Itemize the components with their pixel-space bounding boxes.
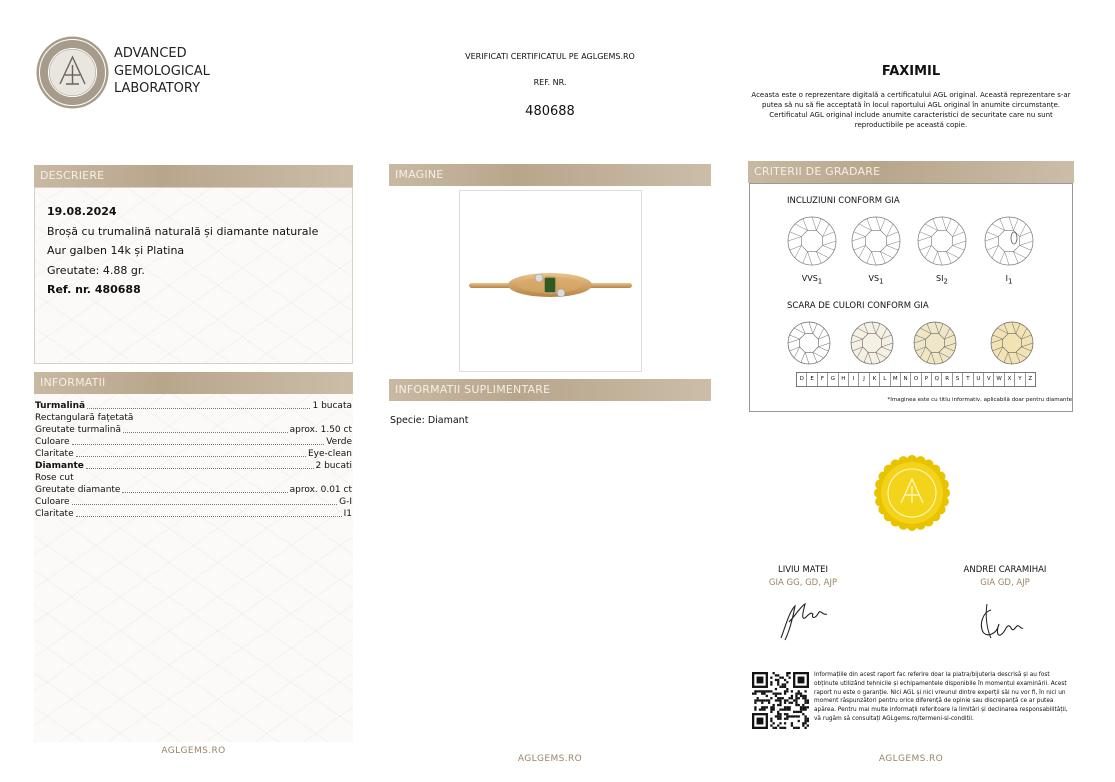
footer-center[interactable]: AGLGEMS.RO <box>517 754 583 764</box>
signature-1-titles: GIA GG, GD, AJP <box>768 578 838 588</box>
color-scale-cell: Z <box>1025 373 1035 386</box>
info-row <box>35 496 352 508</box>
inclusion-grade: I <box>1005 274 1008 283</box>
suplimentare-text: Specie: Diamant <box>390 415 469 426</box>
signature-2-name: ANDREI CARAMIHAI <box>963 565 1047 575</box>
criterii-heading: CRITERII DE GRADARE <box>748 161 1074 183</box>
info-key: Rose cut <box>35 473 74 483</box>
leader-dots <box>86 468 314 469</box>
info-value: 1 bucata <box>312 401 352 411</box>
color-scale-cell: L <box>879 373 889 386</box>
inclusion-diagrams <box>750 210 1072 280</box>
verify-text: VERIFICATI CERTIFICATUL PE AGLGEMS.RO <box>465 52 635 61</box>
info-row <box>35 424 352 436</box>
color-scale-cell: N <box>900 373 910 386</box>
faximil-title: FAXIMIL <box>881 64 941 79</box>
info-key: Rectangulară fațetată <box>35 413 134 423</box>
signature-1-image <box>775 598 833 644</box>
footer-left[interactable]: AGLGEMS.RO <box>161 746 226 756</box>
leader-dots <box>87 408 310 409</box>
descriere-line3: Greutate: 4.88 gr. <box>47 263 145 277</box>
info-key: Culoare <box>35 437 70 447</box>
agl-logo <box>35 35 110 110</box>
image-frame <box>459 190 642 372</box>
info-row <box>35 508 352 520</box>
criterii-box <box>749 183 1073 412</box>
descriere-ref: Ref. nr. 480688 <box>47 283 141 296</box>
color-scale-cell: G <box>827 373 837 386</box>
inclusion-sub: 2 <box>943 277 948 286</box>
color-scale-cell: I <box>848 373 858 386</box>
color-scale-cell: R <box>941 373 951 386</box>
info-key: Greutate diamante <box>35 485 121 495</box>
color-scale-cell: O <box>910 373 920 386</box>
informatii-box <box>34 394 353 742</box>
descriere-heading: DESCRIERE <box>34 165 353 187</box>
info-key: Greutate turmalină <box>35 425 121 435</box>
inclusion-grade: SI <box>936 274 944 283</box>
color-scale-cell: Y <box>1014 373 1024 386</box>
info-row <box>35 484 352 496</box>
color-scale-cell: P <box>921 373 931 386</box>
color-diagrams <box>750 318 1072 368</box>
signature-2-titles: GIA GD, AJP <box>980 578 1030 588</box>
logo-text: ADVANCED GEMOLOGICAL LABORATORY <box>114 46 210 96</box>
inclusion-grade: VVS <box>801 274 818 283</box>
criterii-note: *Imaginea este cu titlu informativ, aplicabilă doar pentru diamante <box>887 397 1072 403</box>
gold-seal-icon <box>874 455 950 531</box>
info-row <box>35 472 352 484</box>
info-key: Claritate <box>35 449 74 459</box>
color-scale-cell: M <box>890 373 900 386</box>
leader-dots <box>72 444 325 445</box>
faximil-text: Aceasta este o reprezentare digitală a certificatului AGL original. Această reprezentare s-ar putea să nu să fie acceptată în locul raportului AGL original în anumite circumstanțe. Certificatul AGL original include anumite caracteristici de securitate care nu sunt reproductibile pe această copie. <box>751 91 1071 129</box>
inclusion-sub: 1 <box>817 277 823 286</box>
info-value: aprox. 0.01 ct <box>289 485 352 495</box>
info-key: Diamante <box>35 461 84 471</box>
color-scale-cell: X <box>1004 373 1014 386</box>
color-scale-cell: H <box>838 373 848 386</box>
inclusion-label <box>792 274 832 286</box>
descriere-line2: Aur galben 14k și Platina <box>47 244 185 257</box>
info-row <box>35 412 352 424</box>
color-scale <box>796 372 1036 387</box>
info-row <box>35 436 352 448</box>
brooch-image <box>460 191 641 371</box>
inclusion-label <box>922 274 962 286</box>
info-value: I1 <box>343 509 352 519</box>
leader-dots <box>122 492 287 493</box>
color-scale-cell: Q <box>931 373 941 386</box>
suplimentare-heading: INFORMATII SUPLIMENTARE <box>389 379 711 401</box>
inclusion-sub: 1 <box>1007 277 1013 286</box>
info-row <box>35 460 352 472</box>
ref-label: REF. NR. <box>533 78 567 87</box>
ref-number: 480688 <box>525 104 575 119</box>
info-row <box>35 448 352 460</box>
color-scale-cell: V <box>983 373 993 386</box>
signature-2-image <box>975 600 1031 644</box>
leader-dots <box>72 504 338 505</box>
colors-title: SCARA DE CULORI CONFORM GIA <box>787 301 929 311</box>
info-value: Verde <box>326 437 352 447</box>
leader-dots <box>76 516 342 517</box>
color-scale-cell: W <box>993 373 1003 386</box>
descriere-date: 19.08.2024 <box>47 205 117 218</box>
inclusion-sub: 1 <box>879 277 884 286</box>
color-scale-cell: T <box>962 373 972 386</box>
color-scale-cell: U <box>973 373 983 386</box>
imagine-heading: IMAGINE <box>389 164 711 186</box>
inclusion-grade: VS <box>868 274 880 283</box>
descriere-box <box>34 187 353 364</box>
color-scale-cell: K <box>869 373 879 386</box>
info-row <box>35 400 352 412</box>
info-key: Culoare <box>35 497 70 507</box>
descriere-line1: Broșă cu trumalină naturală și diamante naturale <box>47 224 319 238</box>
leader-dots <box>123 432 288 433</box>
info-key: Claritate <box>35 509 74 519</box>
color-scale-cell: S <box>952 373 962 386</box>
footer-right[interactable]: AGLGEMS.RO <box>878 754 944 764</box>
color-scale-cell: F <box>817 373 827 386</box>
informatii-heading: INFORMATII <box>34 372 353 394</box>
info-value: G-I <box>339 497 352 507</box>
legal-text: Informațiile din acest raport fac referire doar la piatra/bijuteria descrisă și au fost obținute utilizând tehnicile și echipamentele disponibile în momentul examinării. Acest raport nu este o garanție. Nici AGL și nici vreunul dintre experții săi nu vor fi, în nici un moment răspunzători pentru orice diferență de opinie sau discrepanță ce ar putea apărea. Pentru mai multe informații referitoare la limitări și declinarea responsabilității, vă rugăm să consultați AGLgems.ro/termeni-si-conditii. <box>814 672 1068 722</box>
color-scale-cell: D <box>799 376 804 382</box>
color-scale-cell: E <box>806 373 816 386</box>
inclusion-label <box>856 274 896 286</box>
qr-code[interactable] <box>752 672 809 729</box>
info-value: 2 bucati <box>315 461 352 471</box>
info-value: aprox. 1.50 ct <box>289 425 352 435</box>
color-scale-cell: J <box>858 373 868 386</box>
leader-dots <box>76 456 306 457</box>
info-value: Eye-clean <box>307 449 352 459</box>
inclusions-title: INCLUZIUNI CONFORM GIA <box>787 196 900 206</box>
info-table <box>35 400 352 520</box>
signature-1-name: LIVIU MATEI <box>777 565 829 575</box>
inclusion-label <box>989 274 1029 286</box>
info-key: Turmalină <box>35 401 86 411</box>
